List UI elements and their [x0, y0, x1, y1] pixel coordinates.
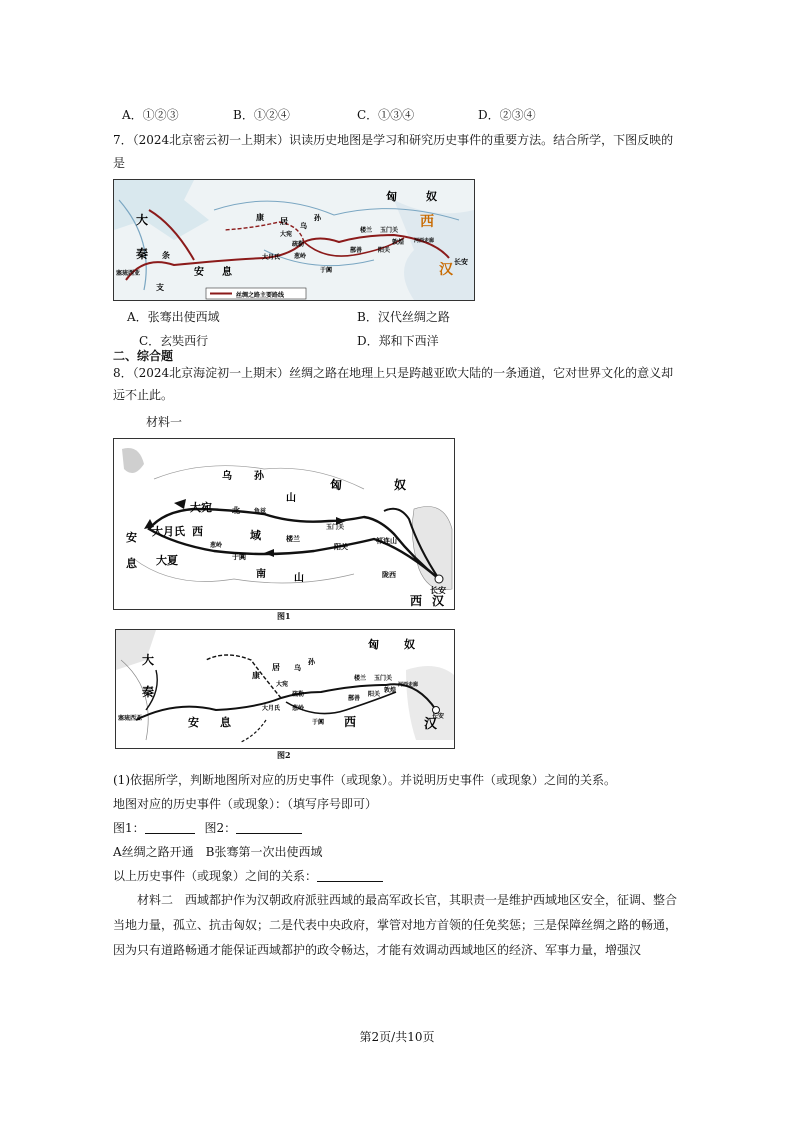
q7-map-label: 康: [256, 213, 264, 222]
q7-map-label: 楼兰: [360, 227, 373, 234]
q7-map-label: 大月氏: [262, 254, 281, 261]
relation-answer-blank[interactable]: [317, 869, 383, 882]
fig1-label: 山: [294, 573, 304, 584]
fig2-label: 秦: [142, 685, 155, 699]
fig1-label: 安: [126, 531, 137, 544]
q6-option-a: A．①②③: [122, 108, 179, 122]
fig2-label: 大宛: [276, 681, 289, 688]
fig1-label: 息: [126, 557, 137, 570]
fig1-label: 于阗: [232, 553, 246, 561]
q8-prompt: 地图对应的历史事件（或现象）：（填写序号即可）: [113, 797, 378, 811]
fig1-label: 大宛: [190, 501, 212, 514]
q7-map-label: 玉门关: [380, 227, 399, 234]
fig1-label: 孙: [254, 471, 264, 482]
q7-map-label: 息: [222, 267, 232, 278]
fig2-label: 西: [344, 715, 357, 729]
fig1-label: 域: [250, 529, 261, 542]
q7-map-label: 塞琉西亚: [116, 270, 141, 277]
fig2-label: 大月氏: [262, 705, 281, 712]
fig1-label: 匈: [330, 478, 343, 492]
fig1-label: 楼兰: [286, 535, 300, 543]
q7-stem-line1: 7．（2024北京密云初一上期末）识读历史地图是学习和研究历史事件的重要方法。结合所学，下图反映的: [113, 133, 674, 147]
q7-stem-line2: 是: [113, 156, 126, 170]
fig1-label: 西: [410, 594, 423, 608]
q7-map-label: 奴: [426, 190, 437, 203]
q7-map-label: 汉: [439, 262, 453, 278]
fig2-label: 于阗: [312, 719, 325, 726]
fig2-label: 楼兰: [354, 675, 367, 682]
q7-map-label: 条: [162, 251, 170, 260]
relation-label: 以上历史事件（或现象）之间的关系：: [113, 869, 318, 883]
fig1-label: 乌: [222, 471, 232, 482]
q7-option-c: C．玄奘西行: [139, 334, 209, 348]
fig1-answer-label: 图1：: [113, 821, 145, 835]
fig1-map: [113, 438, 455, 610]
fig2-map: [115, 629, 455, 749]
material2-paragraph: 材料二 西域都护作为汉朝政府派驻西域的最高军政长官，其职责一是维护西域地区安全，征调、整合当地力量，孤立、抗击匈奴；二是代表中央政府，掌管对地方首领的任免奖惩；三是保障丝绸之路的畅通，因为只有道路畅通才能保证西域都护的政令畅达，才能有效调动西域地区的经济、军事力量，增强汉: [113, 893, 678, 957]
fig2-label: 阳关: [368, 691, 381, 698]
q7-map-label: 大: [136, 213, 149, 227]
fig2-label: 居: [272, 663, 280, 672]
fig1-label: 汉: [432, 594, 445, 608]
fig1-label: 阳关: [334, 543, 348, 551]
fig1-label: 长安: [430, 586, 446, 595]
q7-map-label: 大宛: [280, 231, 293, 238]
fig2-label: 匈: [368, 638, 379, 651]
q8-relation-row: [113, 867, 383, 884]
fig1-label: 南: [256, 569, 266, 580]
q7-map-label: 乌: [300, 222, 307, 230]
q7-map-label: 支: [156, 283, 164, 292]
fig2-answer-blank[interactable]: [236, 821, 302, 834]
q7-map-legend: 丝绸之路主要路线: [236, 292, 285, 299]
q6-option-b: B．①②④: [233, 108, 290, 122]
fig2-label: 康: [252, 671, 260, 680]
fig1-label: 奴: [394, 478, 407, 492]
q7-map-label: 秦: [136, 247, 149, 261]
fig2-label: 奴: [404, 638, 415, 651]
q7-map-label: 安: [194, 267, 204, 278]
q8-sub1: (1)依据所学，判断地图所对应的历史事件（或现象）。并说明历史事件（或现象）之间的关系。: [113, 773, 617, 787]
fig1-label: 葱岭: [210, 542, 223, 549]
q7-map-label: 鄯善: [350, 247, 363, 254]
fig2-label: 玉门关: [374, 675, 393, 682]
fig1-label: 大月氏: [152, 525, 185, 538]
q7-map-label: 疏勒: [292, 241, 305, 248]
q8-choices: A丝绸之路开通 B张骞第一次出使西域: [113, 845, 323, 859]
fig1-answer-blank[interactable]: [145, 821, 195, 834]
q7-map-label: 匈: [386, 190, 397, 203]
q7-option-a: A．张骞出使西域: [127, 310, 220, 324]
material1-label: 材料一: [146, 415, 183, 429]
q7-map-label: 阳关: [378, 247, 391, 254]
q8-answer-row: [113, 819, 302, 836]
q7-silk-road-map: [113, 179, 475, 301]
q6-option-c: C．①③④: [357, 108, 415, 122]
q7-option-b: B．汉代丝绸之路: [357, 310, 450, 324]
q7-map-label: 长安: [454, 258, 468, 266]
fig2-label: 疏勒: [292, 691, 305, 698]
fig1-label: 西: [192, 525, 203, 538]
q7-map-label: 葱岭: [294, 253, 307, 260]
fig2-label: 大: [142, 653, 155, 667]
q8-stem-line2: 远不止此。: [113, 388, 174, 402]
fig1-label: 大夏: [156, 554, 178, 567]
fig2-label: 乌: [294, 664, 301, 672]
q7-map-label: 敦煌: [392, 239, 405, 246]
fig1-label: 祁连山: [376, 537, 397, 545]
q7-map-label: 居: [280, 217, 288, 226]
fig1-label: 山: [286, 493, 296, 504]
fig1-caption: 图1: [277, 611, 291, 621]
q8-stem-line1: 8．（2024北京海淀初一上期末）丝绸之路在地理上只是跨越亚欧大陆的一条通道，它对世界文化的意义却: [113, 366, 674, 380]
fig1-label: 龟兹: [254, 508, 267, 515]
q6-option-d: D．②③④: [478, 108, 536, 122]
fig2-label: 长安: [432, 713, 445, 720]
fig2-label: 安: [188, 716, 199, 729]
page-footer: 第2页/共10页: [359, 1030, 435, 1044]
fig2-label: 息: [220, 716, 231, 729]
fig1-label: 北: [232, 506, 240, 515]
q7-map-label: 西: [420, 214, 434, 230]
fig2-caption: 图2: [277, 750, 291, 760]
fig1-label: 玉门关: [326, 524, 345, 531]
q7-map-label: 于阗: [320, 267, 333, 274]
fig2-label: 汉: [424, 717, 438, 732]
fig2-label: 葱岭: [292, 705, 305, 712]
fig2-answer-label: 图2：: [204, 821, 237, 835]
fig2-label: 鄯善: [348, 695, 361, 702]
fig2-label: 塞琉西亚: [118, 715, 143, 722]
fig2-label: 河西走廊: [398, 682, 419, 688]
fig2-label: 孙: [308, 658, 315, 666]
fig2-label: 敦煌: [384, 687, 397, 694]
fig1-label: 陇西: [382, 571, 396, 579]
section2-title: 二、综合题: [113, 349, 174, 363]
q7-map-label: 河西走廊: [414, 238, 435, 244]
q7-option-d: D．郑和下西洋: [357, 334, 439, 348]
q7-map-label: 孙: [314, 214, 321, 222]
